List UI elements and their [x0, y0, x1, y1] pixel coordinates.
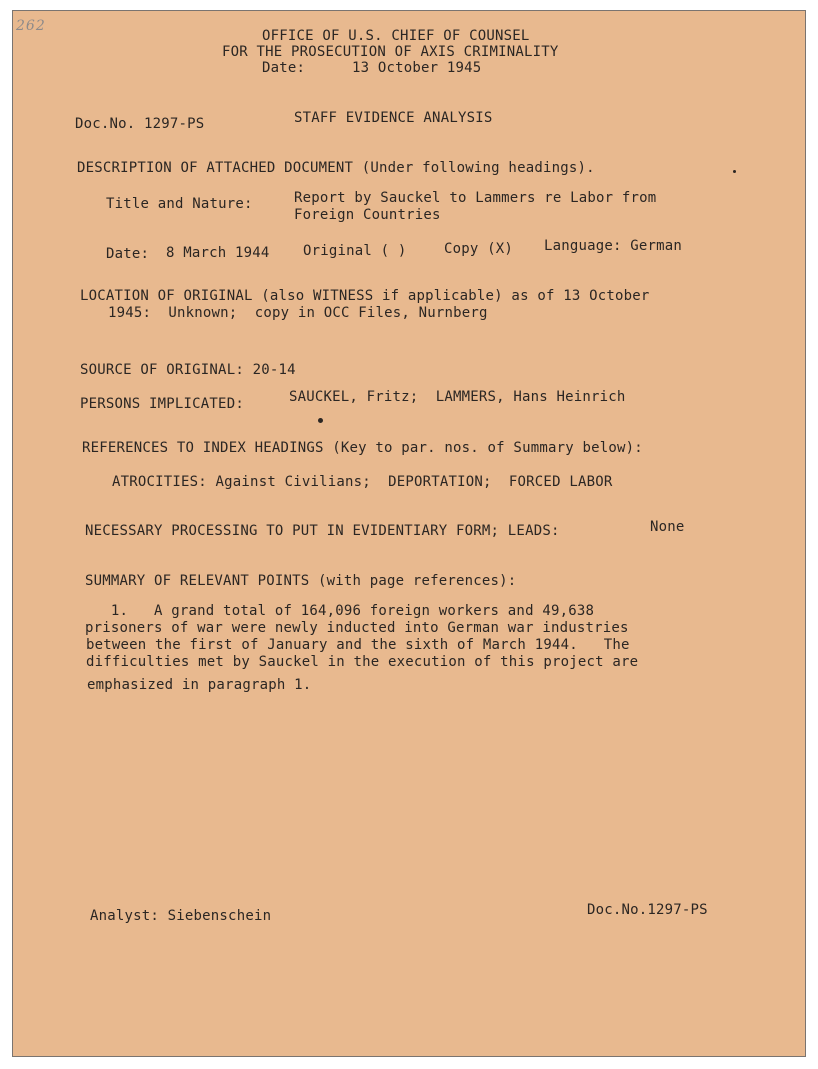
summary-line-4: difficulties met by Sauckel in the execution of this project are — [86, 654, 639, 670]
header-office-line: OFFICE OF U.S. CHIEF OF COUNSEL — [262, 28, 530, 44]
doc-number: Doc.No. 1297-PS — [75, 116, 205, 132]
processing-label: NECESSARY PROCESSING TO PUT IN EVIDENTIARY FORM; LEADS: — [85, 523, 560, 539]
persons-implicated-value: SAUCKEL, Fritz; LAMMERS, Hans Heinrich — [289, 389, 626, 405]
source-of-original: SOURCE OF ORIGINAL: 20-14 — [80, 362, 296, 378]
summary-line-1: 1. A grand total of 164,096 foreign workers and 49,638 — [85, 603, 595, 619]
location-line2: 1945: Unknown; copy in OCC Files, Nurnberg — [108, 305, 488, 321]
summary-line-5: emphasized in paragraph 1. — [87, 677, 312, 693]
header-date-value: 13 October 1945 — [352, 60, 482, 76]
document-title: STAFF EVIDENCE ANALYSIS — [294, 110, 493, 126]
analyst-name: Analyst: Siebenschein — [90, 908, 272, 924]
language-value: Language: German — [544, 238, 683, 254]
summary-line-2: prisoners of war were newly inducted into German war industries — [85, 620, 629, 636]
references-heading: REFERENCES TO INDEX HEADINGS (Key to par. nos. of Summary below): — [82, 440, 643, 456]
original-marker: Original ( ) — [303, 243, 407, 259]
summary-heading: SUMMARY OF RELEVANT POINTS (with page references): — [85, 573, 517, 589]
title-nature-line2: Foreign Countries — [294, 207, 441, 223]
header-prosecution-line: FOR THE PROSECUTION OF AXIS CRIMINALITY — [222, 44, 559, 60]
date-label: Date: — [106, 246, 150, 262]
header-date-label: Date: — [262, 60, 306, 76]
footer-doc-number: Doc.No.1297-PS — [587, 902, 708, 918]
references-value: ATROCITIES: Against Civilians; DEPORTATION; FORCED LABOR — [112, 474, 613, 490]
title-nature-line1: Report by Sauckel to Lammers re Labor from — [294, 190, 657, 206]
copy-marker: Copy (X) — [444, 241, 514, 257]
location-line1: LOCATION OF ORIGINAL (also WITNESS if applicable) as of 13 October — [80, 288, 650, 304]
ink-blot — [318, 418, 323, 423]
description-heading: DESCRIPTION OF ATTACHED DOCUMENT (Under following headings). — [77, 160, 595, 176]
title-nature-label: Title and Nature: — [106, 196, 253, 212]
pencil-page-number: 262 — [16, 18, 46, 34]
processing-value: None — [650, 519, 685, 535]
date-value: 8 March 1944 — [166, 245, 270, 261]
persons-implicated-label: PERSONS IMPLICATED: — [80, 396, 244, 412]
summary-line-3: between the first of January and the sixth of March 1944. The — [86, 637, 630, 653]
stray-mark — [733, 170, 736, 173]
